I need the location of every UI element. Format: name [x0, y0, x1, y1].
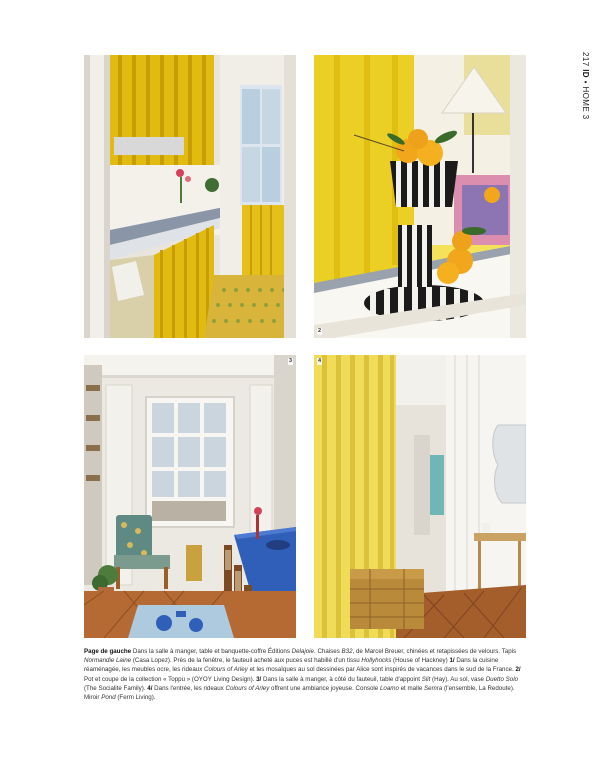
dining-illustration: [84, 355, 296, 638]
photo-kitchen: [84, 55, 296, 338]
entrance-illustration: [314, 355, 526, 638]
caption: [84, 647, 528, 702]
caption-product: B32: [341, 648, 353, 655]
caption-text: (House of Hackney): [391, 657, 450, 665]
caption-text: (Casa Lopez). Près de la fenêtre, le fauteuil acheté aux puces est habillé d'un tissu: [131, 657, 362, 665]
caption-number: 3/: [256, 675, 262, 683]
caption-text: (Hay). Au sol, vase: [430, 675, 486, 683]
caption-lead: Page de gauche: [84, 648, 132, 655]
caption-product: Duetto Solo: [485, 675, 519, 683]
caption-text: Dans la salle à manger, à côté du fauteuil, table d'appoint: [261, 675, 422, 683]
caption-text: (The Socialite Family).: [84, 684, 148, 692]
caption-product: Semra: [424, 684, 443, 692]
caption-number: 4/: [147, 684, 153, 692]
pot-illustration: [314, 55, 526, 338]
caption-product: Delajoie: [291, 648, 314, 655]
caption-text: (l'ensemble, La Redoute). Miroir: [84, 684, 515, 702]
magazine-name: ID: [581, 69, 590, 78]
caption-product: Colours of Arley: [225, 684, 270, 692]
caption-product: Normandie Laine: [84, 657, 132, 665]
caption-product: Hollyhocks: [361, 657, 392, 665]
caption-number: 1/: [449, 657, 455, 665]
caption-text: et les mosaïques au sol dessinées par Alice sont inspirés de vacances dans le sud de la France.: [247, 666, 516, 674]
caption-text: Pot et coupe de la collection « Toppu » (OYOY Living Design).: [84, 675, 257, 683]
caption-product: Loamo: [379, 684, 399, 692]
folio: 217 ID • HOME 3: [581, 52, 590, 120]
caption-product: Slit: [421, 675, 431, 683]
kitchen-illustration: [84, 55, 296, 338]
caption-text: Dans la cuisine réaménagée, les meubles ocre, les rideaux: [84, 657, 499, 674]
caption-text: (Ferm Living).: [115, 694, 156, 702]
caption-product: Pond: [101, 694, 116, 702]
photo-number-4: 4: [318, 358, 322, 364]
section-name: HOME 3: [581, 86, 590, 120]
caption-text: Dans l'entrée, les rideaux: [152, 684, 226, 692]
photo-number-2: 2: [318, 328, 322, 334]
caption-text: . Chaises: [314, 648, 342, 655]
photo-dining-room: [84, 355, 296, 638]
caption-text: offrent une ambiance joyeuse. Console: [269, 684, 380, 692]
photo-number-3: 3: [288, 358, 292, 364]
photo-entrance: [314, 355, 526, 638]
photo-striped-pot: [314, 55, 526, 338]
caption-product: Colours of Arley: [204, 666, 248, 674]
caption-text: , de Marcel Breuer, chinées et retapissées de velours. Tapis: [352, 648, 517, 655]
caption-text: et malle: [398, 684, 424, 692]
caption-number: 2/: [515, 666, 521, 674]
page-number: 217: [581, 52, 590, 67]
caption-text: Dans la salle à manger, table et banquette-coffre Éditions: [131, 648, 292, 655]
